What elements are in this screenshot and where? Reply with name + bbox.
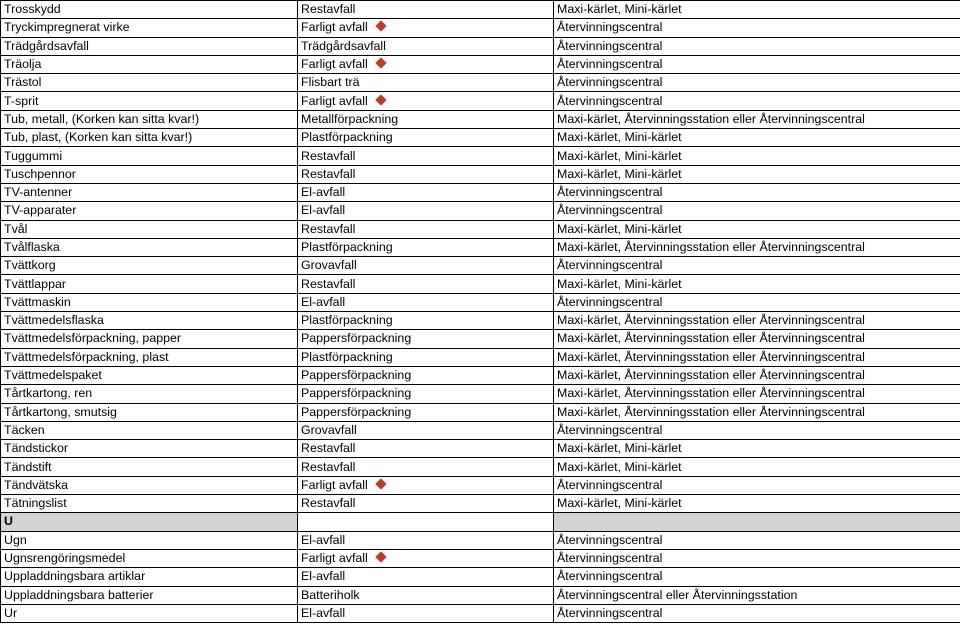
disposal-destination: Maxi-kärlet, Mini-kärlet: [554, 129, 960, 147]
item-name: Tub, metall, (Korken kan sitta kvar!): [1, 110, 298, 128]
waste-category: [298, 110, 554, 128]
waste-category-label: Farligt avfall: [301, 551, 368, 566]
waste-category: [298, 604, 554, 622]
disposal-destination: Återvinningscentral: [554, 549, 960, 567]
waste-category: [298, 421, 554, 439]
waste-category-label: Batteriholk: [301, 587, 360, 602]
item-name: Tvål: [1, 220, 298, 238]
table-row: [1, 257, 960, 275]
item-name: T-sprit: [1, 92, 298, 110]
waste-category-label: Trädgårdsavfall: [301, 38, 386, 53]
item-name: Tvättmaskin: [1, 293, 298, 311]
item-name: Tändstift: [1, 458, 298, 476]
disposal-destination: Maxi-kärlet, Återvinningsstation eller Återvinningscentral: [554, 330, 960, 348]
waste-category: [298, 312, 554, 330]
waste-category-label: Grovavfall: [301, 422, 357, 437]
item-name: TV-antenner: [1, 183, 298, 201]
table-row: [1, 476, 960, 494]
waste-category-label: Pappersförpackning: [301, 368, 412, 383]
waste-category-label: Restavfall: [301, 441, 356, 456]
table-row: [1, 1, 960, 19]
disposal-destination: Återvinningscentral: [554, 531, 960, 549]
item-name: Tvättmedelspaket: [1, 366, 298, 384]
hazard-diamond-icon: [375, 478, 386, 489]
disposal-destination: Återvinningscentral eller Återvinningsstation: [554, 586, 960, 604]
waste-category-label: Restavfall: [301, 276, 356, 291]
table-row: [1, 74, 960, 92]
table-row: [1, 568, 960, 586]
waste-category-label: Metallförpackning: [301, 111, 399, 126]
table-row: [1, 183, 960, 201]
table-row: [1, 330, 960, 348]
waste-category: [298, 183, 554, 201]
waste-category: [298, 37, 554, 55]
hazard-diamond-icon: [375, 21, 386, 32]
waste-category: [298, 19, 554, 37]
table-row: [1, 55, 960, 73]
item-name: Tårtkartong, ren: [1, 385, 298, 403]
disposal-destination: Maxi-kärlet, Återvinningsstation eller Återvinningscentral: [554, 403, 960, 421]
disposal-destination: Maxi-kärlet, Återvinningsstation eller Återvinningscentral: [554, 366, 960, 384]
table-row: [1, 495, 960, 513]
waste-category-label: Plastförpackning: [301, 130, 393, 145]
disposal-destination: Maxi-kärlet, Mini-kärlet: [554, 1, 960, 19]
waste-category: [298, 55, 554, 73]
table-row: [1, 37, 960, 55]
waste-category-label: Flisbart trä: [301, 75, 360, 90]
table-row: [1, 366, 960, 384]
waste-category: [298, 74, 554, 92]
waste-category-label: Pappersförpackning: [301, 404, 412, 419]
table-row: [1, 19, 960, 37]
waste-category: [298, 403, 554, 421]
item-name: Tryckimpregnerat virke: [1, 19, 298, 37]
waste-category-label: El-avfall: [301, 203, 346, 218]
waste-category-label: Restavfall: [301, 496, 356, 511]
waste-category: [298, 1, 554, 19]
item-name: Tvättlappar: [1, 275, 298, 293]
table-row: [1, 147, 960, 165]
table-row: [1, 312, 960, 330]
item-name: Trästol: [1, 74, 298, 92]
hazard-diamond-icon: [375, 94, 386, 105]
table-row: [1, 275, 960, 293]
waste-category: [298, 220, 554, 238]
table-row: [1, 92, 960, 110]
waste-category-label: El-avfall: [301, 185, 346, 200]
disposal-destination: Återvinningscentral: [554, 74, 960, 92]
disposal-destination: Maxi-kärlet, Återvinningsstation eller Återvinningscentral: [554, 110, 960, 128]
section-header-row: [1, 513, 960, 531]
item-name: Tårtkartong, smutsig: [1, 403, 298, 421]
table-row: [1, 238, 960, 256]
item-name: Uppladdningsbara artiklar: [1, 568, 298, 586]
waste-category: [298, 129, 554, 147]
item-name: Täcken: [1, 421, 298, 439]
disposal-destination: Maxi-kärlet, Återvinningsstation eller Återvinningscentral: [554, 238, 960, 256]
item-name: Tändvätska: [1, 476, 298, 494]
waste-category-label: Restavfall: [301, 148, 356, 163]
waste-category: [298, 476, 554, 494]
waste-category: [298, 568, 554, 586]
item-name: Trosskydd: [1, 1, 298, 19]
disposal-destination: Återvinningscentral: [554, 604, 960, 622]
table-row: [1, 403, 960, 421]
disposal-destination: Återvinningscentral: [554, 92, 960, 110]
disposal-destination: Återvinningscentral: [554, 202, 960, 220]
waste-category-label: Restavfall: [301, 166, 356, 181]
disposal-destination: Återvinningscentral: [554, 37, 960, 55]
item-name: Ur: [1, 604, 298, 622]
item-name: Tvättmedelsförpackning, papper: [1, 330, 298, 348]
waste-category: [298, 440, 554, 458]
waste-category-label: Pappersförpackning: [301, 386, 412, 401]
disposal-destination: Maxi-kärlet, Mini-kärlet: [554, 440, 960, 458]
disposal-destination: Återvinningscentral: [554, 183, 960, 201]
table-row: [1, 421, 960, 439]
disposal-destination: Återvinningscentral: [554, 568, 960, 586]
disposal-destination: Återvinningscentral: [554, 293, 960, 311]
waste-category-label: El-avfall: [301, 569, 346, 584]
waste-category-label: Grovavfall: [301, 258, 357, 273]
waste-category-label: Farligt avfall: [301, 93, 368, 108]
item-name: Ugn: [1, 531, 298, 549]
section-filler-cell: [554, 513, 960, 531]
table-row: [1, 129, 960, 147]
item-name: Tvättmedelsförpackning, plast: [1, 348, 298, 366]
section-letter: U: [1, 513, 298, 531]
waste-category: [298, 275, 554, 293]
waste-category: [298, 586, 554, 604]
waste-category: [298, 238, 554, 256]
item-name: Trädgårdsavfall: [1, 37, 298, 55]
item-name: Tvålflaska: [1, 238, 298, 256]
waste-category: [298, 458, 554, 476]
item-name: Tvättmedelsflaska: [1, 312, 298, 330]
item-name: TV-apparater: [1, 202, 298, 220]
table-row: [1, 549, 960, 567]
waste-category-label: Farligt avfall: [301, 20, 368, 35]
item-name: Ugnsrengöringsmedel: [1, 549, 298, 567]
waste-category: [298, 348, 554, 366]
waste-category: [298, 549, 554, 567]
waste-category: [298, 531, 554, 549]
waste-category: [298, 385, 554, 403]
waste-category-label: Restavfall: [301, 459, 356, 474]
disposal-destination: Återvinningscentral: [554, 476, 960, 494]
disposal-destination: Maxi-kärlet, Mini-kärlet: [554, 147, 960, 165]
disposal-destination: Återvinningscentral: [554, 421, 960, 439]
waste-category-label: Farligt avfall: [301, 477, 368, 492]
waste-category: [298, 495, 554, 513]
waste-category: [298, 330, 554, 348]
waste-category: [298, 92, 554, 110]
item-name: Uppladdningsbara batterier: [1, 586, 298, 604]
disposal-destination: Återvinningscentral: [554, 19, 960, 37]
waste-category: [298, 165, 554, 183]
hazard-diamond-icon: [375, 551, 386, 562]
waste-category-label: Plastförpackning: [301, 313, 393, 328]
disposal-destination: Maxi-kärlet, Mini-kärlet: [554, 458, 960, 476]
disposal-destination: Maxi-kärlet, Återvinningsstation eller Återvinningscentral: [554, 385, 960, 403]
waste-category-label: Restavfall: [301, 2, 356, 17]
waste-category-label: Farligt avfall: [301, 57, 368, 72]
table-row: [1, 165, 960, 183]
item-name: Tub, plast, (Korken kan sitta kvar!): [1, 129, 298, 147]
disposal-destination: Återvinningscentral: [554, 257, 960, 275]
waste-category-label: Restavfall: [301, 221, 356, 236]
table-row: [1, 110, 960, 128]
waste-category-label: Pappersförpackning: [301, 331, 412, 346]
waste-category-label: Plastförpackning: [301, 349, 393, 364]
disposal-destination: Maxi-kärlet, Mini-kärlet: [554, 165, 960, 183]
item-name: Tuschpennor: [1, 165, 298, 183]
section-blank-cell: [298, 513, 554, 531]
item-name: Tvättkorg: [1, 257, 298, 275]
table-row: [1, 348, 960, 366]
waste-category-label: El-avfall: [301, 532, 346, 547]
waste-category: [298, 293, 554, 311]
waste-category: [298, 257, 554, 275]
item-name: Tuggummi: [1, 147, 298, 165]
table-row: [1, 440, 960, 458]
disposal-destination: Maxi-kärlet, Återvinningsstation eller Återvinningscentral: [554, 348, 960, 366]
hazard-diamond-icon: [375, 57, 386, 68]
waste-category: [298, 366, 554, 384]
table-body: [1, 1, 960, 623]
table-row: [1, 531, 960, 549]
item-name: Träolja: [1, 55, 298, 73]
table-row: [1, 586, 960, 604]
waste-category-label: El-avfall: [301, 294, 346, 309]
disposal-destination: Maxi-kärlet, Mini-kärlet: [554, 275, 960, 293]
item-name: Tätningslist: [1, 495, 298, 513]
table-row: [1, 293, 960, 311]
waste-category-label: El-avfall: [301, 605, 346, 620]
waste-category: [298, 202, 554, 220]
waste-category: [298, 147, 554, 165]
table-row: [1, 458, 960, 476]
table-row: [1, 385, 960, 403]
waste-category-label: Plastförpackning: [301, 240, 393, 254]
table-row: [1, 220, 960, 238]
disposal-destination: Maxi-kärlet, Mini-kärlet: [554, 220, 960, 238]
disposal-destination: Maxi-kärlet, Mini-kärlet: [554, 495, 960, 513]
disposal-destination: Återvinningscentral: [554, 55, 960, 73]
disposal-destination: Maxi-kärlet, Återvinningsstation eller Återvinningscentral: [554, 312, 960, 330]
item-name: Tändstickor: [1, 440, 298, 458]
table-row: [1, 604, 960, 622]
table-row: [1, 202, 960, 220]
